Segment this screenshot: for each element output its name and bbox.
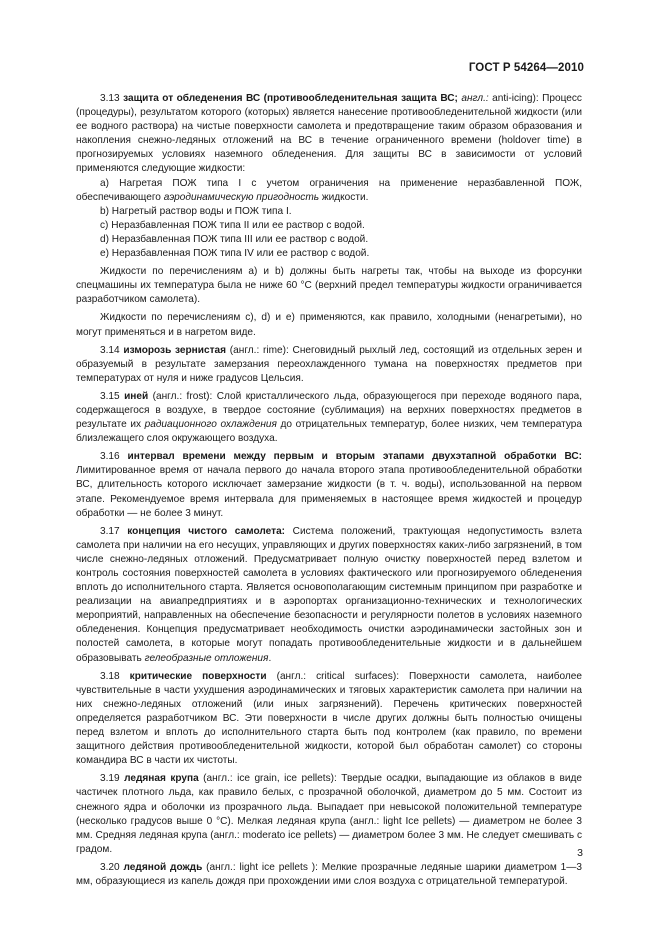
definition-3-18 xyxy=(76,670,582,769)
list-item-e: e) Неразбавленная ПОЖ типа IV или ее раствор с водой. xyxy=(100,248,370,260)
definition-text: (англ.: light ice pellets ): Мелкие прозрачные ледяные шарики диаметром 1—3 мм, образующиеся из капель дождя при прохождении ими слоя воздуха с отрицательной температурой. xyxy=(76,861,582,887)
definition-text: Система положений, трактующая недопустимость взлета самолета при наличии на его несущих, управляющих и других поверхностях каких-либо загрязнений, в том числе снежно-ледяных отложений. Предусматривает полную очистку поверхностей перед взлетом и контроль состояния поверхностей самолета в условиях фактического или прогнозируемого обледенения вплоть до исполнительного старта. Является основополагающим системным принципом при разработке и реализации на авиапредприятиях и в аэропортах организационно-технических и технологических мероприятий, направленных на обеспечение безопасности и регулярности полетов в условиях наземного обледенения. Концепция предусматривает необходимость очистки аэродинамически застойных зон и полостей самолета, в которые могут попадать противообледенительные жидкости и в дальнейшем образовывать xyxy=(76,525,582,664)
list-item-text: жидкости. xyxy=(321,191,369,203)
list-item-text: a) Нагретая ПОЖ типа I с учетом ограничения на применение неразбавленной ПОЖ, обеспечивающего xyxy=(76,177,582,203)
definition-3-17 xyxy=(76,525,582,666)
definition-text: (англ.: ice grain, ice pellets): Твердые осадки, выпадающие из облаков в виде частичек плотного льда, как правило белых, с прозрачной оболочкой, диаметром до 5 мм. Состоит из снежного ядра и оболочки из прозрачного льда. Выпадает при невысокой положительной температуре (несколько градусов выше 0 °С). Мелкая ледяная крупа (англ.: light Ice pellets) — диаметром не более 3 мм. Средняя ледяная крупа (англ.: moderato ice pellets) — диаметром более 3 мм. Не следует смешивать с градом. xyxy=(76,773,582,855)
definition-text: . xyxy=(268,652,272,664)
definition-text: (англ.: critical surfaces): Поверхности самолета, наиболее чувствительные в части ухудшения аэродинамических и тяговых характеристик самолета при наличии на них снежно-ледяных отложений (или иных загрязнений). Перечень критических поверхностей определяется разработчиком ВС. Эти поверхности в числе других должны быть полностью очищены перед взлетом и вплоть до исполнительного старта быть под контролем (как правило, по времени защитного действия противообледенительной жидкости, которой был обработан самолет) со стороны командира ВС в части их чистоты. xyxy=(76,670,583,767)
abbreviation: англ.: xyxy=(461,93,489,104)
definition-3-13 xyxy=(76,92,582,177)
definition-3-14 xyxy=(76,344,582,386)
document-id-header: ГОСТ Р 54264—2010 xyxy=(468,62,584,74)
definition-3-15 xyxy=(76,390,582,446)
definition-3-19 xyxy=(76,772,582,857)
term: интервал времени между первым и вторым этапами двухэтапной обработки ВС: xyxy=(127,451,583,463)
note-cold-fluids: Жидкости по перечислениям c), d) и e) применяются, как правило, холодными (ненагретыми), но могут применяться и в нагретом виде. xyxy=(76,312,582,338)
section-number: 3.20 xyxy=(100,861,120,873)
definition-text: до отрицательных температур, более низких, чем температура близлежащего слоя окружающего воздуха. xyxy=(76,419,582,445)
document-body xyxy=(76,92,582,893)
term: ледяная крупа xyxy=(124,773,199,785)
definition-text: (англ.: frost): Слой кристаллического льда, образующегося при переходе водяного пара, содержащегося в воздухе, в твердое состояние (сублимация) на верхних поверхностях предметов в результате их xyxy=(76,390,583,431)
emphasis-term: гелеобразные отложения xyxy=(144,652,269,664)
section-number: 3.16 xyxy=(100,451,120,463)
term: защита от обледенения ВС (противообледенительная защита ВС; xyxy=(123,93,458,104)
definition-text: (англ.: rime): Снеговидный рыхлый лед, состоящий из отдельных зерен и образуемый в результате замерзания переохлажденного тумана на поверхностях предметов при температурах от нуля и ниже градусов Цельсия. xyxy=(76,344,582,384)
term: изморозь зернистая xyxy=(123,344,227,356)
definition-text: anti-icing): Процесс (процедуры), результатом которого (которых) является нанесение противообледенительной жидкости (или ее водного раствора) на чистые поверхности самолета и предотвращение таким образом образования и накопления снежно-ледяных отложений на ВС в течение ограниченного времени (holdover time) в прогнозируемых условиях наземного обледенения. Для защиты ВС в зависимости от условий применяются следующие жидкости: xyxy=(76,93,582,175)
list-item-a xyxy=(76,177,582,205)
note-heated-fluids: Жидкости по перечислениям a) и b) должны быть нагреты так, чтобы на выходе из форсунки спецмашины их температура была не ниже 60 °С (верхний предел температуры жидкости ограничивается разработчиком самолета). xyxy=(76,266,582,306)
emphasis-term: радиационного охлаждения xyxy=(144,419,277,431)
section-number: 3.18 xyxy=(100,670,120,682)
emphasis-term: аэродинамическую пригодность xyxy=(163,191,320,203)
section-number: 3.15 xyxy=(100,390,120,402)
list-item-b: b) Нагретый раствор воды и ПОЖ типа I. xyxy=(100,205,292,217)
page-number: 3 xyxy=(577,847,583,859)
term: критические поверхности xyxy=(129,670,267,682)
term: концепция чистого самолета: xyxy=(127,525,286,537)
term: иней xyxy=(124,390,149,402)
section-number: 3.13 xyxy=(100,93,120,104)
definition-3-20 xyxy=(76,861,582,889)
list-item-c: c) Неразбавленная ПОЖ типа II или ее раствор с водой. xyxy=(100,219,365,231)
definition-text: Лимитированное время от начала первого до начала второго этапа противообледенительной обработки ВС, длительность которого исключает замерзание жидкости (в т. ч. воды), использованной на первом этапе. Рекомендуемое время интервала для применяемых в настоящее время жидкостей и процедур обработки — не более 3 минут. xyxy=(76,465,582,519)
section-number: 3.14 xyxy=(100,344,120,356)
section-number: 3.17 xyxy=(100,525,120,537)
section-number: 3.19 xyxy=(100,773,120,785)
term: ледяной дождь xyxy=(123,861,203,873)
definition-3-16 xyxy=(76,450,582,520)
list-item-d: d) Неразбавленная ПОЖ типа III или ее раствор с водой. xyxy=(100,233,369,245)
